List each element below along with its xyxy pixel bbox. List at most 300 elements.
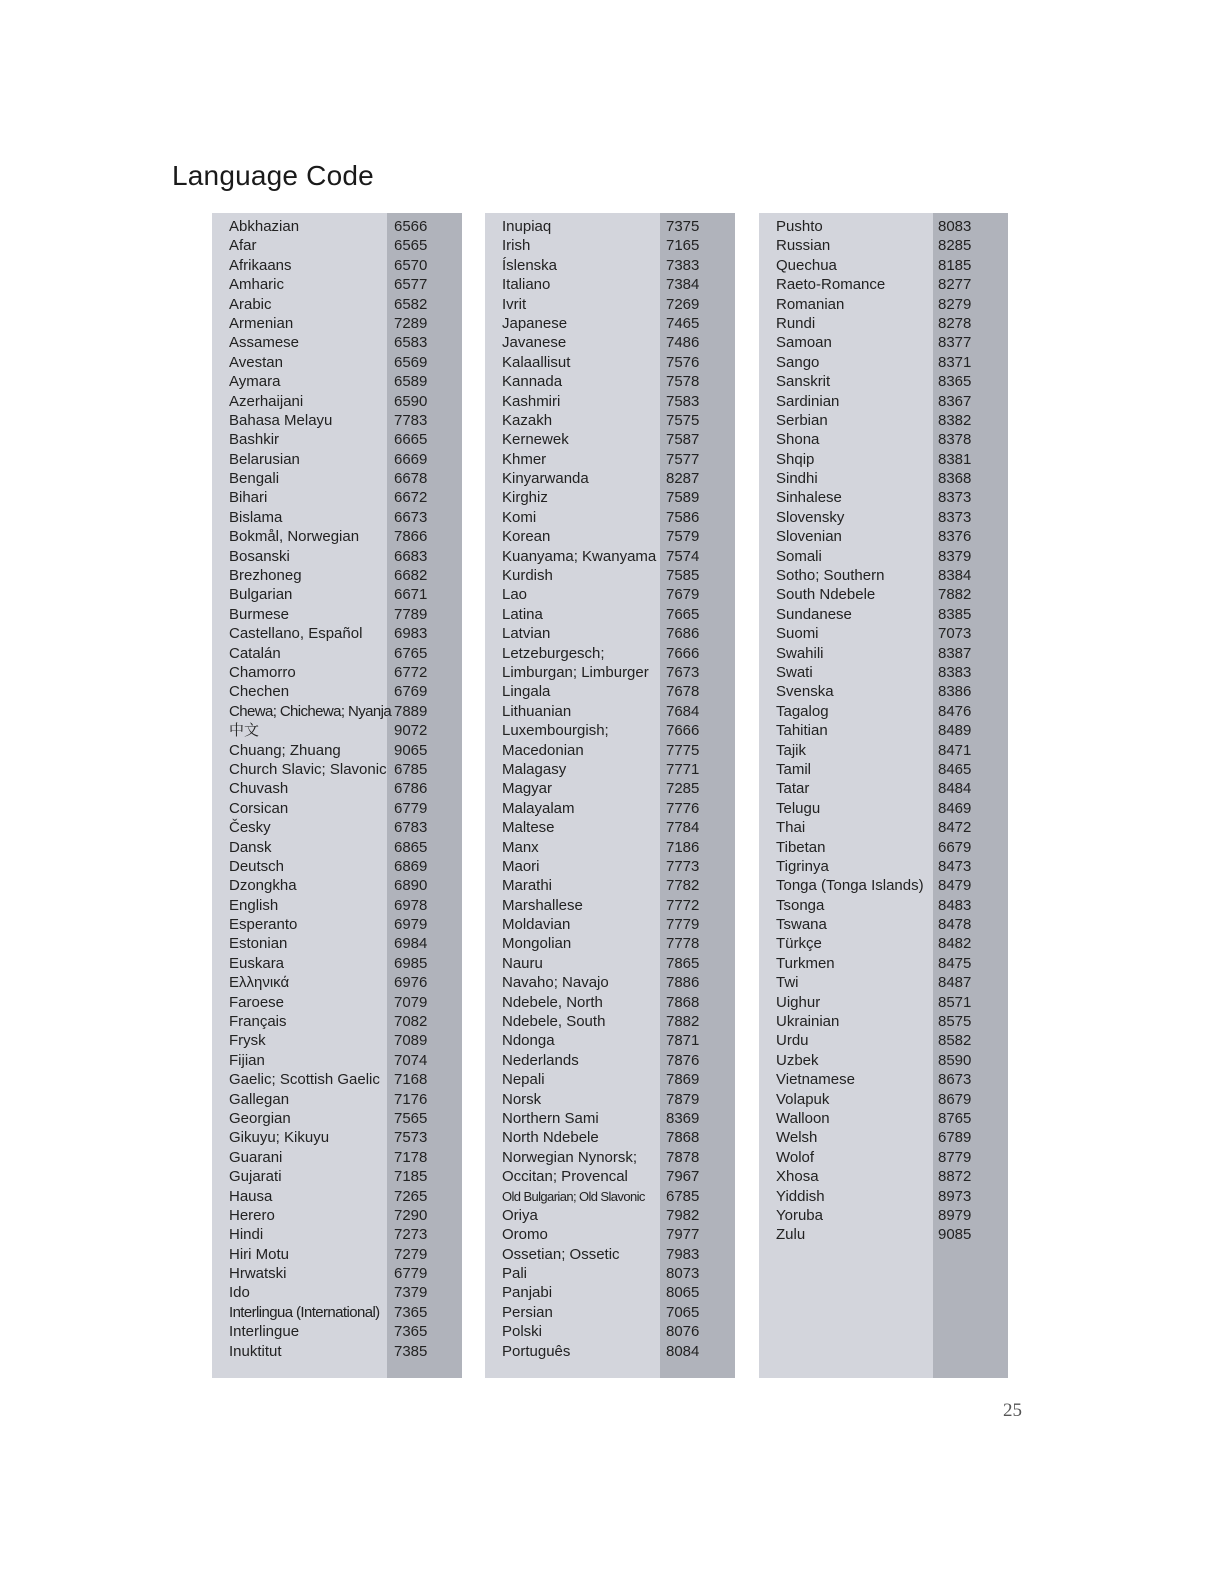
- language-name: Urdu: [776, 1032, 809, 1050]
- language-code: 8278: [938, 314, 972, 332]
- language-code: 7783: [394, 411, 428, 429]
- language-name: Vietnamese: [776, 1071, 855, 1089]
- language-name: Gujarati: [229, 1168, 282, 1186]
- language-name: Yiddish: [776, 1187, 825, 1205]
- language-name: 中文: [229, 722, 260, 740]
- language-row: [485, 1245, 735, 1264]
- language-code: 8475: [938, 954, 972, 972]
- language-name: Chuvash: [229, 780, 289, 798]
- language-row: [485, 1187, 735, 1206]
- language-row: [485, 508, 735, 527]
- language-row: [212, 702, 462, 721]
- language-code: 8277: [938, 276, 972, 294]
- language-code: 7882: [938, 586, 972, 604]
- language-code: 8973: [938, 1187, 972, 1205]
- language-row: [759, 1012, 1008, 1031]
- language-row: [759, 217, 1008, 236]
- language-row: [212, 392, 462, 411]
- language-row: [212, 488, 462, 507]
- language-name: Hindi: [229, 1226, 264, 1244]
- language-name: Pushto: [776, 218, 823, 235]
- language-name: Javanese: [502, 334, 567, 352]
- language-row: [759, 1090, 1008, 1109]
- language-row: [759, 1031, 1008, 1050]
- language-code: 7882: [666, 1013, 700, 1031]
- language-code: 6785: [394, 760, 428, 778]
- language-name: Mongolian: [502, 935, 572, 953]
- language-code: 6984: [394, 935, 428, 953]
- language-code: 7782: [666, 877, 700, 895]
- language-name: Northern Sami: [502, 1109, 599, 1127]
- language-code: 8582: [938, 1032, 972, 1050]
- language-row: [212, 1206, 462, 1225]
- language-row: [759, 1225, 1008, 1244]
- language-name: Sanskrit: [776, 373, 831, 391]
- language-name: Shqip: [776, 450, 815, 468]
- language-code: 8673: [938, 1071, 972, 1089]
- language-code: 7565: [394, 1109, 428, 1127]
- language-name: Catalán: [229, 644, 281, 662]
- language-code: 6583: [394, 334, 428, 352]
- language-row: [759, 585, 1008, 604]
- language-row: [759, 1070, 1008, 1089]
- language-name: Ukrainian: [776, 1013, 840, 1031]
- language-row: [759, 333, 1008, 352]
- language-name: Corsican: [229, 799, 289, 817]
- language-code: 7666: [666, 722, 700, 740]
- language-row: [485, 760, 735, 779]
- language-code: 6765: [394, 644, 428, 662]
- language-row: [485, 295, 735, 314]
- language-name: Khmer: [502, 450, 547, 468]
- language-row: [485, 1012, 735, 1031]
- language-name: Gallegan: [229, 1090, 290, 1108]
- language-row: [485, 488, 735, 507]
- language-column-1: [212, 213, 462, 1378]
- language-name: Magyar: [502, 780, 553, 798]
- language-code: 7575: [666, 411, 700, 429]
- language-row: [485, 392, 735, 411]
- language-name: Limburgan; Limburger: [502, 663, 649, 681]
- language-code: 8076: [666, 1323, 700, 1341]
- language-name: Slovenian: [776, 528, 842, 546]
- language-name: Abkhazian: [229, 218, 300, 235]
- language-row: [212, 450, 462, 469]
- language-row: [212, 838, 462, 857]
- language-code: 7273: [394, 1226, 428, 1244]
- language-row: [759, 1128, 1008, 1147]
- language-name: Latina: [502, 605, 543, 623]
- language-code: 7889: [394, 702, 428, 720]
- language-code: 6683: [394, 547, 428, 565]
- language-code: 7379: [394, 1284, 428, 1302]
- language-code: 6869: [394, 857, 428, 875]
- language-name: Lao: [502, 586, 528, 604]
- language-name: Tonga (Tonga Islands): [776, 877, 924, 895]
- language-code: 7666: [666, 644, 700, 662]
- language-name: Kashmiri: [502, 392, 561, 410]
- language-row: [212, 372, 462, 391]
- language-name: Komi: [502, 508, 537, 526]
- language-row: [759, 275, 1008, 294]
- language-name: Yoruba: [776, 1206, 823, 1224]
- language-name: Tatar: [776, 780, 810, 798]
- language-name: Fijian: [229, 1051, 265, 1069]
- language-row: [759, 547, 1008, 566]
- language-name: Malagasy: [502, 760, 567, 778]
- language-row: [759, 818, 1008, 837]
- language-code: 6665: [394, 431, 428, 449]
- language-row: [485, 818, 735, 837]
- language-code: 6577: [394, 276, 428, 294]
- language-code: 7079: [394, 993, 428, 1011]
- language-code: 8367: [938, 392, 972, 410]
- language-code: 8368: [938, 470, 972, 488]
- language-row: [759, 469, 1008, 488]
- language-name: Letzeburgesch;: [502, 644, 605, 662]
- language-row: [212, 1148, 462, 1167]
- language-name: Somali: [776, 547, 822, 565]
- language-name: Dzongkha: [229, 877, 297, 895]
- language-row: [212, 353, 462, 372]
- language-code: 7573: [394, 1129, 428, 1147]
- language-row: [212, 1109, 462, 1128]
- language-name: Uighur: [776, 993, 821, 1011]
- language-row: [485, 469, 735, 488]
- language-row: [759, 314, 1008, 333]
- language-name: Oriya: [502, 1206, 538, 1224]
- language-name: Telugu: [776, 799, 821, 817]
- language-name: Ndebele, North: [502, 993, 603, 1011]
- language-name: Shona: [776, 431, 820, 449]
- language-code: 8285: [938, 237, 972, 255]
- language-code: 6979: [394, 916, 428, 934]
- language-row: [759, 799, 1008, 818]
- language-row: [485, 1322, 735, 1341]
- language-row: [212, 1090, 462, 1109]
- language-row: [485, 644, 735, 663]
- language-name: Kalaallisut: [502, 353, 571, 371]
- language-code: 7279: [394, 1245, 428, 1263]
- language-code: 7365: [394, 1323, 428, 1341]
- language-row: [759, 1109, 1008, 1128]
- language-code: 8482: [938, 935, 972, 953]
- language-code: 7871: [666, 1032, 700, 1050]
- page-title: Language Code: [172, 160, 374, 191]
- language-row: [485, 954, 735, 973]
- language-name: Euskara: [229, 954, 285, 972]
- language-row: [485, 876, 735, 895]
- language-name: Samoan: [776, 334, 832, 352]
- language-code: 6565: [394, 237, 428, 255]
- language-name: Chamorro: [229, 663, 296, 681]
- language-code: 8979: [938, 1206, 972, 1224]
- language-code: 7579: [666, 528, 700, 546]
- language-code: 8387: [938, 644, 972, 662]
- language-name: Português: [502, 1342, 571, 1360]
- language-code: 7868: [666, 993, 700, 1011]
- language-code: 6671: [394, 586, 428, 604]
- language-name: Italiano: [502, 276, 551, 294]
- language-code: 8765: [938, 1109, 972, 1127]
- language-row: [212, 469, 462, 488]
- language-name: Tajik: [776, 741, 807, 759]
- language-code: 6570: [394, 256, 428, 274]
- language-name: Bislama: [229, 508, 283, 526]
- language-code: 7465: [666, 314, 700, 332]
- language-row: [212, 1187, 462, 1206]
- language-code: 7583: [666, 392, 700, 410]
- language-code: 8575: [938, 1013, 972, 1031]
- language-row: [485, 566, 735, 585]
- language-row: [212, 915, 462, 934]
- language-code: 8479: [938, 877, 972, 895]
- language-row: [759, 954, 1008, 973]
- language-row: [212, 1167, 462, 1186]
- language-row: [212, 527, 462, 546]
- language-code: 7773: [666, 857, 700, 875]
- language-row: [759, 896, 1008, 915]
- language-name: Lingala: [502, 683, 551, 701]
- language-name: Aymara: [229, 373, 281, 391]
- language-code: 7074: [394, 1051, 428, 1069]
- language-row: [485, 857, 735, 876]
- language-code: 7679: [666, 586, 700, 604]
- language-row: [212, 508, 462, 527]
- language-row: [212, 896, 462, 915]
- language-list: [212, 213, 462, 1361]
- language-name: Kazakh: [502, 411, 553, 429]
- language-row: [485, 411, 735, 430]
- language-list: [759, 213, 1008, 1245]
- language-code: 7983: [666, 1245, 700, 1263]
- language-name: Assamese: [229, 334, 300, 352]
- language-name: Walloon: [776, 1109, 830, 1127]
- language-row: [212, 1322, 462, 1341]
- language-name: Marshallese: [502, 896, 583, 914]
- language-name: Polski: [502, 1323, 543, 1341]
- language-code: 6678: [394, 470, 428, 488]
- language-row: [212, 818, 462, 837]
- language-name: Ndonga: [502, 1032, 555, 1050]
- language-code: 8872: [938, 1168, 972, 1186]
- language-row: [212, 275, 462, 294]
- language-name: Bengali: [229, 470, 280, 488]
- language-row: [759, 605, 1008, 624]
- language-name: Nauru: [502, 954, 543, 972]
- language-row: [485, 934, 735, 953]
- language-row: [759, 721, 1008, 740]
- language-name: Japanese: [502, 314, 568, 332]
- language-name: Kuanyama; Kwanyama: [502, 547, 657, 565]
- language-code: 8073: [666, 1265, 700, 1283]
- language-code: 8083: [938, 218, 972, 235]
- language-code: 6786: [394, 780, 428, 798]
- language-name: Luxembourgish;: [502, 722, 609, 740]
- language-name: Swahili: [776, 644, 824, 662]
- language-code: 6890: [394, 877, 428, 895]
- language-row: [759, 760, 1008, 779]
- language-name: Quechua: [776, 256, 837, 274]
- language-code: 7673: [666, 663, 700, 681]
- language-row: [485, 1051, 735, 1070]
- language-row: [485, 605, 735, 624]
- language-name: Oromo: [502, 1226, 548, 1244]
- language-code: 6566: [394, 218, 428, 235]
- language-row: [485, 585, 735, 604]
- language-code: 7168: [394, 1071, 428, 1089]
- language-row: [485, 973, 735, 992]
- language-code: 8378: [938, 431, 972, 449]
- language-column-2: [485, 213, 735, 1378]
- language-name: Sindhi: [776, 470, 818, 488]
- language-row: [485, 624, 735, 643]
- language-row: [212, 954, 462, 973]
- language-name: Türkçe: [776, 935, 822, 953]
- language-row: [759, 876, 1008, 895]
- language-code: 7967: [666, 1168, 700, 1186]
- language-code: 7586: [666, 508, 700, 526]
- language-row: [212, 1264, 462, 1283]
- language-code: 8779: [938, 1148, 972, 1166]
- language-name: Česky: [229, 819, 271, 837]
- language-name: Zulu: [776, 1226, 806, 1244]
- language-row: [212, 1245, 462, 1264]
- language-code: 8371: [938, 353, 972, 371]
- language-name: Brezhoneg: [229, 567, 302, 585]
- language-name: Azerhaijani: [229, 392, 304, 410]
- language-name: Kinyarwanda: [502, 470, 589, 488]
- language-row: [485, 1090, 735, 1109]
- language-name: Dansk: [229, 838, 272, 856]
- language-code: 7865: [666, 954, 700, 972]
- language-code: 7089: [394, 1032, 428, 1050]
- language-row: [759, 256, 1008, 275]
- language-code: 8382: [938, 411, 972, 429]
- language-row: [212, 314, 462, 333]
- language-name: Íslenska: [502, 256, 558, 274]
- language-code: 7878: [666, 1148, 700, 1166]
- language-row: [759, 1051, 1008, 1070]
- language-row: [759, 1148, 1008, 1167]
- language-name: Chewa; Chichewa; Nyanja: [229, 702, 392, 720]
- language-code: 8484: [938, 780, 972, 798]
- language-code: 7385: [394, 1342, 428, 1360]
- language-name: Tswana: [776, 916, 827, 934]
- language-code: 8381: [938, 450, 972, 468]
- language-name: South Ndebele: [776, 586, 876, 604]
- language-row: [485, 779, 735, 798]
- language-code: 7576: [666, 353, 700, 371]
- language-code: 8483: [938, 896, 972, 914]
- language-name: Macedonian: [502, 741, 584, 759]
- language-name: Raeto-Romance: [776, 276, 886, 294]
- language-name: Maori: [502, 857, 540, 875]
- language-name: Afrikaans: [229, 256, 292, 274]
- language-row: [759, 508, 1008, 527]
- language-code: 6682: [394, 567, 428, 585]
- language-name: Nepali: [502, 1071, 545, 1089]
- language-row: [485, 430, 735, 449]
- language-name: Welsh: [776, 1129, 818, 1147]
- language-code: 6783: [394, 819, 428, 837]
- language-name: Panjabi: [502, 1284, 553, 1302]
- language-code: 7869: [666, 1071, 700, 1089]
- language-code: 8590: [938, 1051, 972, 1069]
- language-code: 7285: [666, 780, 700, 798]
- language-name: Bokmål, Norwegian: [229, 528, 360, 546]
- language-code: 7065: [666, 1303, 700, 1321]
- language-name: Moldavian: [502, 916, 571, 934]
- language-row: [212, 430, 462, 449]
- language-row: [485, 372, 735, 391]
- language-row: [759, 1187, 1008, 1206]
- language-name: Avestan: [229, 353, 283, 371]
- language-row: [485, 1148, 735, 1167]
- language-code: 7365: [394, 1303, 428, 1321]
- language-name: Kernewek: [502, 431, 569, 449]
- language-name: Interlingue: [229, 1323, 300, 1341]
- language-row: [212, 566, 462, 585]
- language-row: [212, 333, 462, 352]
- language-name: Persian: [502, 1303, 553, 1321]
- language-name: Uzbek: [776, 1051, 819, 1069]
- language-code: 6672: [394, 489, 428, 507]
- language-code: 7383: [666, 256, 700, 274]
- language-code: 6590: [394, 392, 428, 410]
- language-row: [759, 624, 1008, 643]
- language-row: [485, 702, 735, 721]
- language-code: 8473: [938, 857, 972, 875]
- language-row: [212, 217, 462, 236]
- language-name: Sinhalese: [776, 489, 842, 507]
- language-code: 7178: [394, 1148, 428, 1166]
- language-row: [759, 392, 1008, 411]
- language-row: [759, 488, 1008, 507]
- language-row: [485, 741, 735, 760]
- language-code: 8385: [938, 605, 972, 623]
- language-row: [485, 915, 735, 934]
- language-name: Tahitian: [776, 722, 828, 740]
- language-row: [212, 295, 462, 314]
- language-code: 7772: [666, 896, 700, 914]
- language-row: [212, 585, 462, 604]
- language-code: 7686: [666, 625, 700, 643]
- language-code: 7384: [666, 276, 700, 294]
- language-name: Gikuyu; Kikuyu: [229, 1129, 330, 1147]
- language-code: 8471: [938, 741, 972, 759]
- language-name: Pali: [502, 1265, 528, 1283]
- language-row: [759, 353, 1008, 372]
- language-code: 8469: [938, 799, 972, 817]
- language-name: Chuang; Zhuang: [229, 741, 341, 759]
- language-code: 7776: [666, 799, 700, 817]
- language-code: 8373: [938, 489, 972, 507]
- language-row: [485, 217, 735, 236]
- language-code: 8489: [938, 722, 972, 740]
- language-row: [212, 934, 462, 953]
- language-name: Burmese: [229, 605, 290, 623]
- language-name: Herero: [229, 1206, 275, 1224]
- language-row: [212, 236, 462, 255]
- language-name: Guarani: [229, 1148, 283, 1166]
- language-code: 7775: [666, 741, 700, 759]
- language-code: 7789: [394, 605, 428, 623]
- language-code: 8465: [938, 760, 972, 778]
- language-row: [759, 236, 1008, 255]
- language-name: Korean: [502, 528, 551, 546]
- language-name: Old Bulgarian; Old Slavonic: [502, 1188, 645, 1204]
